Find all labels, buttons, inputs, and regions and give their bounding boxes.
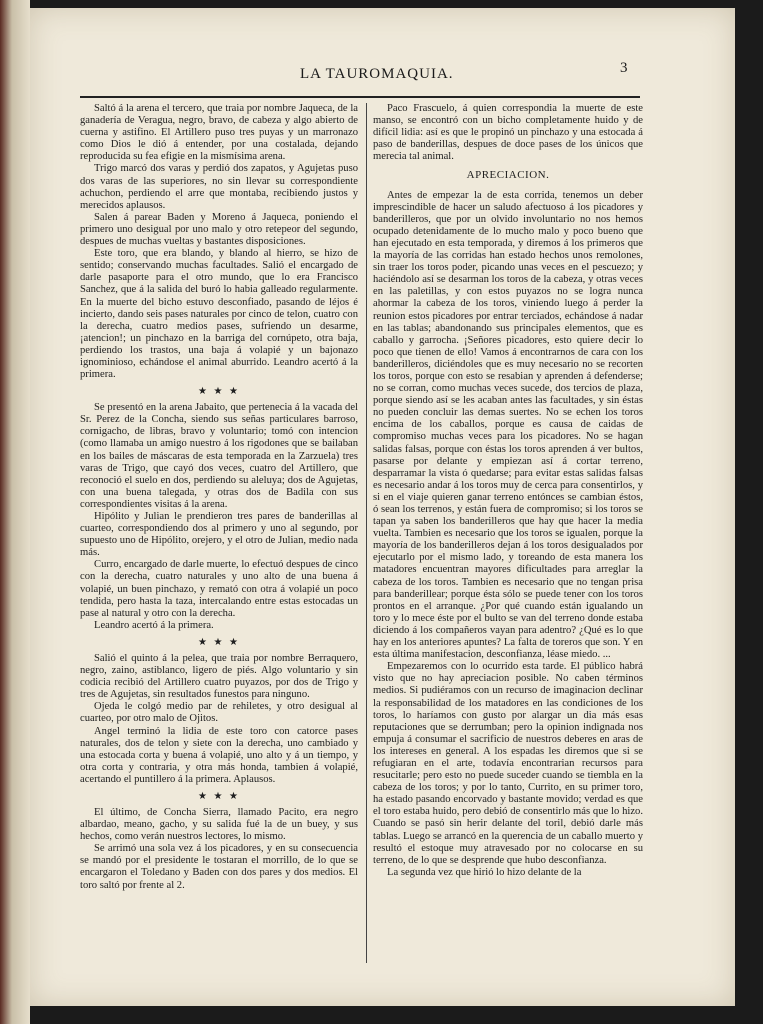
newspaper-page bbox=[30, 8, 735, 1006]
page-number: 3 bbox=[620, 60, 628, 76]
column-divider bbox=[366, 103, 367, 963]
paragraph: Se arrimó una sola vez á los picadores, y en su consecuencia se mandó por el presidente le tostaran el morrillo, de lo que se encargaron el Toledano y Baden con dos pares y dos medios. El toro saltó por frente al 2. bbox=[80, 843, 358, 891]
section-separator-stars: ★ ★ ★ bbox=[198, 636, 240, 648]
publication-title: LA TAUROMAQUIA. bbox=[300, 66, 454, 82]
paragraph: El último, de Concha Sierra, llamado Pacito, era negro albardao, meano, gacho, y su salida fué la de un buey, y sus hechos, como verán nuestros lectores, lo mismo. bbox=[80, 806, 358, 843]
left-column bbox=[80, 103, 358, 973]
paragraph: La segunda vez que hirió lo hizo delante de la bbox=[387, 866, 582, 878]
paragraph: Leandro acertó á la primera. bbox=[94, 619, 214, 631]
paragraph: Se presentó en la arena Jabaito, que pertenecia á la vacada del Sr. Perez de la Concha, siendo sus señas particulares barroso, cornigacho, de libras, bravo y voluntario; tomó con intencion (como llamaba un amigo nuestro á los rigodones que se bailaban en los bailes de máscaras de esta temporada en la Zarzuela) tres varas de Trigo, que cayó dos veces, cuatro del Artillero, que reconoció el suelo en dos, perdiendo su aleluya; dos de Agujetas, con una buena talegada, y otras dos de Badila con sus correspondientes visitas á la arena. bbox=[80, 402, 358, 510]
scan-background bbox=[30, 1006, 735, 1024]
paragraph: Salen á parear Baden y Moreno á Jaqueca, poniendo el primero uno desigual por uno malo y otro retepeor del segundo, despues de muchas vueltas y bastantes disposiciones. bbox=[80, 211, 358, 248]
paragraph: Empezaremos con lo ocurrido esta tarde. El público habrá visto que no hay apreciacion posible. No caben términos medios. Si pudiéramos con un recurso de imaginacion declinar la responsabilidad de los matadores en las condiciones de los toros, lo haríamos con gusto por alargar un dia más esas reputaciones que se derrumban; pero la opinion indignada nos empuja á consumar el sacrificio de nuestros deberes en aras de los intereses en general. A los espadas les diremos que si se refugiaran en el arte, todavía encontrarian recursos para resucitarle; pero esto no puede suceder cuando se tiembla en la cabeza de los toros; y por lo tanto, Currito, en su primer toro, ha estado pasando encorvado y bastante movido; verdad es que el toro estaba huido, pero debió de consentirlo más que lo hizo. Cuando se pasó sin herir delante del toril, debió darle más tablas. Luego se arrancó en la querencia de un caballo muerto y resultó el estoque muy atravesado por no colocarse en su terreno, de lo que se desprende que hubo desconfianza. bbox=[373, 661, 643, 866]
paragraph: Antes de empezar la de esta corrida, tenemos un deber imprescindible de hacer un saludo afectuoso á los picadores y banderilleros, que por un olvido involuntario no nos hemos ocupado detenidamente de lo mucho malo y poco bueno que han ejecutado en esta temporada, y diremos á los primeros que la mayoría de las corridas han estado hechos unos remolones, sin traer los toros poder, picando unas veces en el pescuezo; y haciéndolo así se desarman los toros de la cabeza, y otras veces en las paletillas, y con estos puyazos no se logra nunca ahormar la cabeza de los toros, viniendo luego á perder la reunion estos picadores por entrar terciados, echándose á nadar en las tablas; abandonando sus principales elementos, que es caballo y garrocha. ¡Señores picadores, esto quiere decir lo poco que tienen de ello! Vamos á encontrarnos de cara con los banderilleros, diciéndoles que es muy necesario no se recorten los toros, porque con esto se resabian y aprenden á defenderse; no se corran, como muchas veces sucede, dos tercios de plaza, porque siendo así se les acaban antes las facultades, y sin éstas no pueden concluir las demas suertes. No se echen los toros encima de los caballos, porque es causa de caidas de compromiso muchas veces para los picadores. No se hagan salidas falsas, porque con éstas los toros aprenden á ver bultos, pasarse por delante y empiezan así á cortar terreno, desparramar la vista ó quedarse; para evitar estas salidas falsas es necesario andar á los toros muy de cerca para consentirlos, y si en el viaje quieren ganar terreno entónces se cambian éstos, ó sean los terrenos, y están fuera de compromiso; si los toros se tapan ya saben los banderilleros que hay que hacer la media vuelta. Tambien es necesario que los toros se igualen, porque la mayoría de los banderilleros dejan á los toros desigualados por ejecutarlo por el mismo lado, y toreando de esta manera los matadores encuentran mayores dificultades para arreglar la cabeza de los toros. Tambien es necesario que no tengan prisa para banderillear; porque ésta sólo se puede tener con los toros prontos en el arranque. ¿Por qué cuando están igualando un toro y lo mece éste por el bulto se van del terreno donde estaba diciendo á los compañeros vayan para adentro? ¿Qué es lo que hay en los anteriores apuntes? La falta de toreros que son. Y en esta última manifestacion, desconfianza, léase miedo. ... bbox=[373, 189, 643, 661]
paragraph: Paco Frascuelo, á quien correspondia la muerte de este manso, se encontró con un bicho completamente huido y de difícil lidia: así es que le propinó un pinchazo y una estocada á paso de banderillas, despues de doce pases de los únicos que merecia tal animal. bbox=[373, 103, 643, 163]
section-separator-stars: ★ ★ ★ bbox=[198, 386, 240, 398]
book-binding-edge bbox=[0, 0, 30, 1024]
right-column bbox=[373, 103, 643, 973]
paragraph: Curro, encargado de darle muerte, lo efectuó despues de cinco con la derecha, cuatro naturales y uno alto de una buena á volapié, un buen pinchazo, y remató con otra á volapié un poco tendida, pero hasta la taza, intercalando entre estas estocadas un pase al natural y otro con la derecha. bbox=[80, 559, 358, 619]
paragraph: Trigo marcó dos varas y perdió dos zapatos, y Agujetas puso dos varas de las superiores, no sin llevar su correspondiente achuchon, perdiendo el arre que montaba, recibiendo justos y merecidos aplausos. bbox=[80, 163, 358, 211]
paragraph: Salió el quinto á la pelea, que traia por nombre Berraquero, negro, zaino, astiblanco, ligero de piés. Algo voluntario y sin codicia recibió del Artillero cuatro puyazos, por dos de Trigo y tres de Agujetas, sin resultados funestos para ninguno. bbox=[80, 652, 358, 701]
paragraph: Angel terminó la lidia de este toro con catorce pases naturales, dos de telon y siete con la derecha, uno cambiado y una estocada corta y buena á volapié, uno alto y á un tiempo, y otra corta y contraria, y otra más honda, tambien á volapié, acertando el puntillero á la primera. Aplausos. bbox=[80, 725, 358, 785]
paragraph: Hipólito y Julian le prendieron tres pares de banderillas al cuarteo, correspondiendo dos al primero y uno al segundo, por supuesto uno de Hipólito, orejero, y el otro de Julian, medio nada más. bbox=[80, 511, 358, 559]
paragraph: Ojeda le colgó medio par de rehiletes, y otro desigual al cuarteo, por otro malo de Ojitos. bbox=[80, 701, 358, 725]
paragraph: Este toro, que era blando, y blando al hierro, se hizo de sentido; conservando muchas facultades. Salió el encargado de darle pasaporte para el otro mundo, que lo era Francisco Sanchez, que á la salida del buró lo habia galleado regularmente. En la muerte del bicho estuvo desconfiado, pasando de léjos é incierto, dando seis pases naturales por cinco de telon, cuatro con la derecha, cuatro medios pases, sufriendo un desarme, ¡atencion!; un pinchazo en la barriga del cornúpeto, otra baja, perdiendo los trastos, una baja á volapié y un bajonazo ignominioso, echándose el animal aburrido. Leandro acertó á la primera. bbox=[80, 248, 358, 381]
section-separator-stars: ★ ★ ★ bbox=[198, 790, 240, 802]
section-heading: APRECIACION. bbox=[466, 169, 550, 182]
paragraph: Saltó á la arena el tercero, que traia por nombre Jaqueca, de la ganadería de Veragua, negro, bravo, de cabeza y algo abierto de cuerna y astifino. El Artillero puso tres puyas y un marronazo como Dios le dió á entender, por una costalada, dejando reproducida su fea efigie en la mismísima arena. bbox=[80, 103, 358, 163]
page-header bbox=[80, 58, 640, 98]
